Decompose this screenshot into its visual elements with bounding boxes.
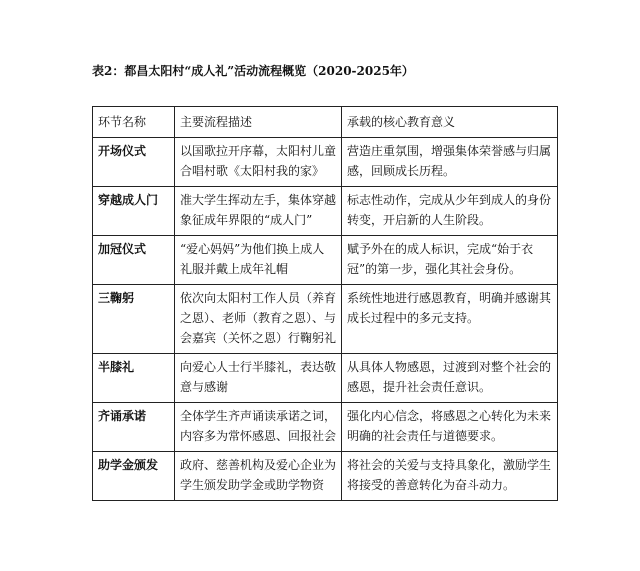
educational-meaning: 强化内心信念，将感恩之心转化为未来明确的社会责任与道德要求。 [342, 403, 558, 452]
stage-name: 开场仪式 [93, 138, 175, 187]
process-description: 全体学生齐声诵读承诺之词，内容多为常怀感恩、回报社会 [175, 403, 342, 452]
stage-name: 助学金颁发 [93, 452, 175, 501]
process-description: 以国歌拉开序幕，太阳村儿童合唱村歌《太阳村我的家》 [175, 138, 342, 187]
educational-meaning: 赋予外在的成人标识，完成“始于衣冠”的第一步，强化其社会身份。 [342, 236, 558, 285]
educational-meaning: 从具体人物感恩，过渡到对整个社会的感恩，提升社会责任意识。 [342, 354, 558, 403]
educational-meaning: 将社会的关爱与支持具象化，激励学生将接受的善意转化为奋斗动力。 [342, 452, 558, 501]
educational-meaning: 营造庄重氛围，增强集体荣誉感与归属感，回顾成长历程。 [342, 138, 558, 187]
process-description: 准大学生挥动左手，集体穿越象征成年界限的“成人门” [175, 187, 342, 236]
stage-name: 加冠仪式 [93, 236, 175, 285]
table-row [93, 354, 558, 403]
table-row [93, 138, 558, 187]
stage-name: 齐诵承诺 [93, 403, 175, 452]
activity-flow-table [92, 106, 558, 501]
process-description: “爱心妈妈”为他们换上成人礼服并戴上成年礼帽 [175, 236, 342, 285]
educational-meaning: 标志性动作，完成从少年到成人的身份转变，开启新的人生阶段。 [342, 187, 558, 236]
stage-name: 半膝礼 [93, 354, 175, 403]
table-row [93, 452, 558, 501]
table-row [93, 236, 558, 285]
table-caption: 表2：都昌太阳村“成人礼”活动流程概览（2020-2025年） [92, 64, 414, 78]
header-stage-name: 环节名称 [93, 107, 175, 138]
table-row [93, 285, 558, 354]
stage-name: 穿越成人门 [93, 187, 175, 236]
process-description: 向爱心人士行半膝礼，表达敬意与感谢 [175, 354, 342, 403]
header-process-description: 主要流程描述 [175, 107, 342, 138]
header-educational-meaning: 承载的核心教育意义 [342, 107, 558, 138]
stage-name: 三鞠躬 [93, 285, 175, 354]
table-row [93, 403, 558, 452]
educational-meaning: 系统性地进行感恩教育，明确并感谢其成长过程中的多元支持。 [342, 285, 558, 354]
process-description: 政府、慈善机构及爱心企业为学生颁发助学金或助学物资 [175, 452, 342, 501]
table-header-row [93, 107, 558, 138]
table-row [93, 187, 558, 236]
process-description: 依次向太阳村工作人员（养育之恩）、老师（教育之恩）、与会嘉宾（关怀之恩）行鞠躬礼 [175, 285, 342, 354]
